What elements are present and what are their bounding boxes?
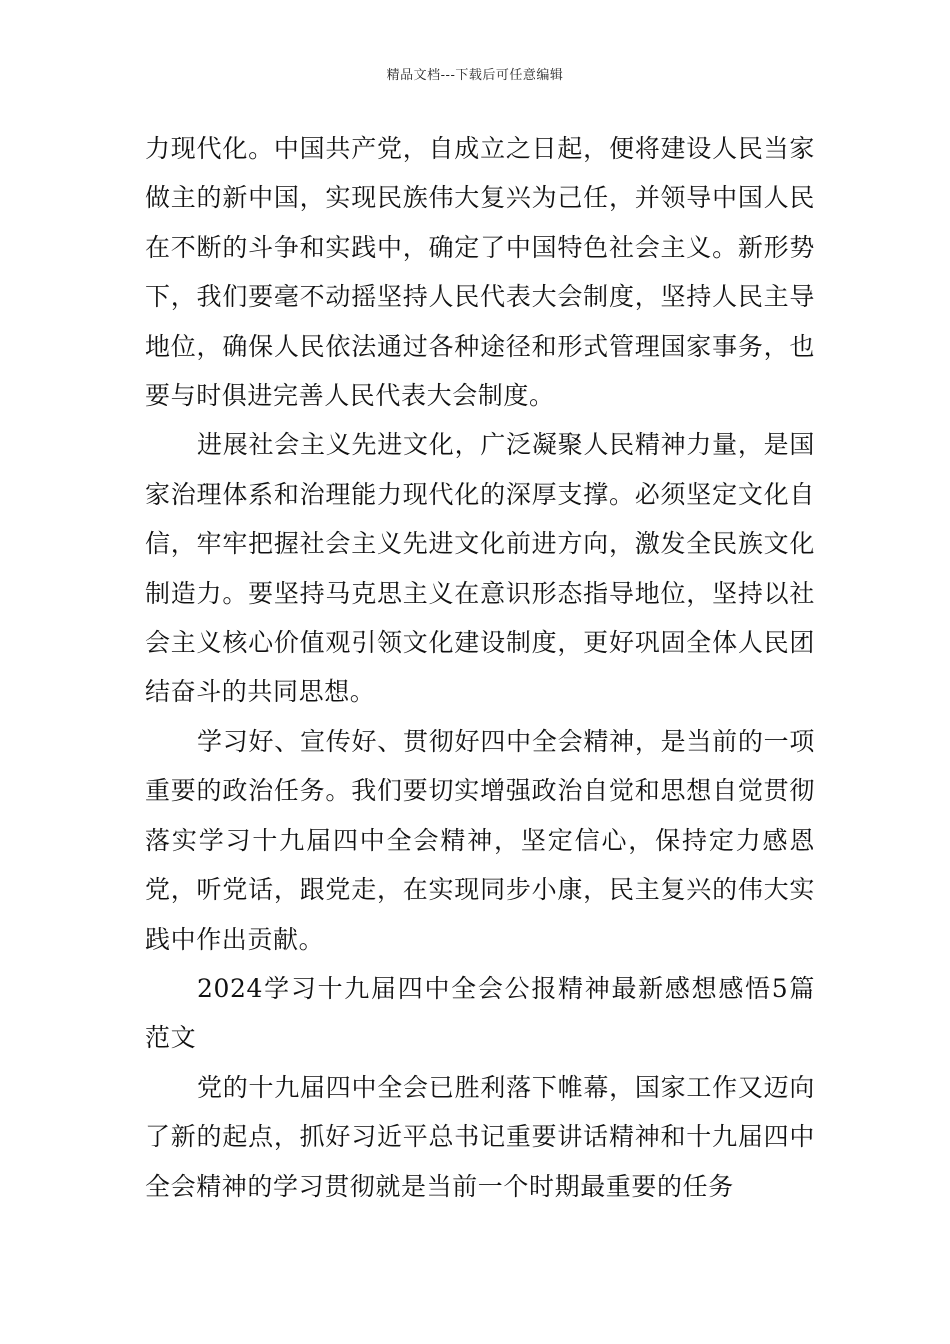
section-title: 2024学习十九届四中全会公报精神最新感想感悟5篇范文 [145,973,815,1053]
page-header: 精品文档---下载后可任意编辑 [386,68,564,83]
paragraph-4: 党的十九届四中全会已胜利落下帷幕，国家工作又迈向了新的起点，抓好习近平总书记重要讲话精神和十九届四中全会精神的学习贯彻就是当前一个时期最重要的任务 [145,1072,815,1201]
paragraph-3: 学习好、宣传好、贯彻好四中全会精神，是当前的一项重要的政治任务。我们要切实增强政治自觉和思想自觉贯彻落实学习十九届四中全会精神，坚定信心，保持定力感恩党，听党话，跟党走，在实现同步小康，民主复兴的伟大实践中作出贡献。 [145,726,815,954]
paragraph-2: 进展社会主义先进文化，广泛凝聚人民精神力量，是国家治理体系和治理能力现代化的深厚支撑。必须坚定文化自信，牢牢把握社会主义先进文化前进方向，激发全民族文化制造力。要坚持马克思主义在意识形态指导地位，坚持以社会主义核心价值观引领文化建设制度，更好巩固全体人民团结奋斗的共同思想。 [145,430,815,707]
document-body [145,124,815,1211]
paragraph-1: 力现代化。中国共产党，自成立之日起，便将建设人民当家做主的新中国，实现民族伟大复兴为己任，并领导中国人民在不断的斗争和实践中，确定了中国特色社会主义。新形势下，我们要毫不动摇坚持人民代表大会制度，坚持人民主导地位，确保人民依法通过各种途径和形式管理国家事务，也要与时俱进完善人民代表大会制度。 [145,134,815,411]
